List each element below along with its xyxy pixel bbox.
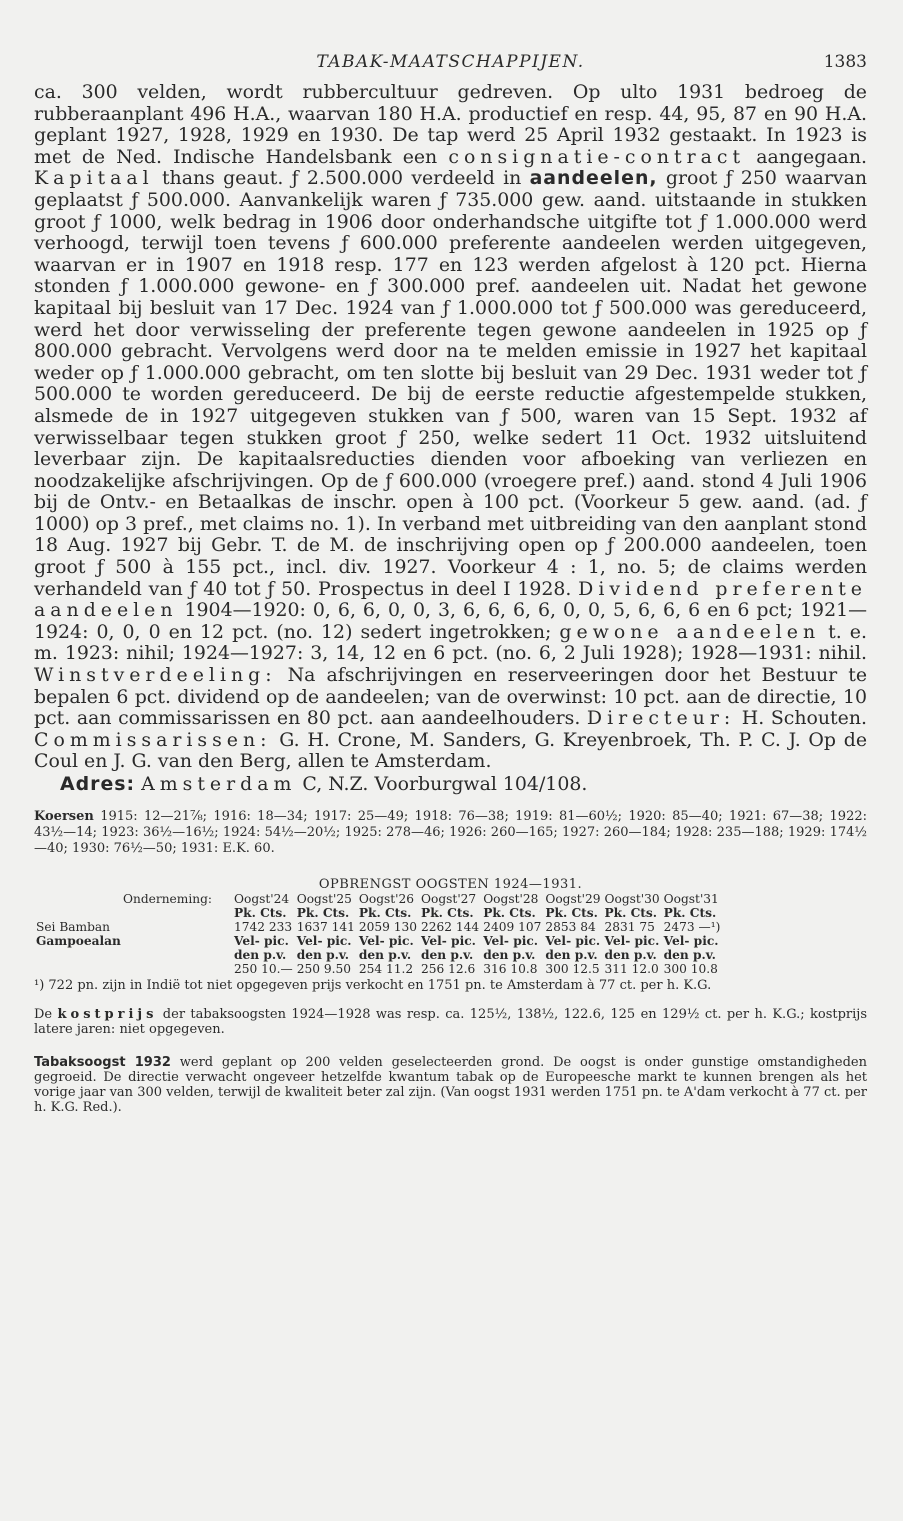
company-description xyxy=(34,82,867,773)
spaced-term-winstverdeeling: Winstverdeeling: xyxy=(34,664,277,687)
harvest-footnote: ¹) 722 pn. zijn in Indië tot niet opgegeven prijs verkocht en 1751 pn. te Amsterdam à 77 ct. per h. K.G. xyxy=(34,978,712,993)
table-cell: 300 10.8 xyxy=(663,962,718,976)
text-segment: aangegaan. xyxy=(745,145,867,168)
harvest-table-title: OPBRENGST OOGSTEN 1924—1931. xyxy=(318,877,583,892)
table-cell: Oogst'28 xyxy=(483,892,539,906)
table-cell: Oogst'30 xyxy=(604,892,660,906)
table-cell: 250 9.50 xyxy=(296,962,351,976)
table-cell: Vel- pic. xyxy=(663,934,719,948)
table-cell: Pk. Cts. xyxy=(421,906,474,920)
table-cell xyxy=(36,962,234,976)
table-row xyxy=(36,920,724,934)
table-cell: Vel- pic. xyxy=(545,934,601,948)
table-cell: Pk. Cts. xyxy=(296,906,350,920)
table-cell: Vel- pic. xyxy=(483,934,539,948)
table-cell: Oogst'25 xyxy=(296,892,352,906)
table-cell: den p.v. xyxy=(234,948,287,962)
table-row xyxy=(36,948,724,962)
table-cell: 316 10.8 xyxy=(483,962,538,976)
address-rest: C, N.Z. Voorburgwal 104/108. xyxy=(296,773,588,795)
text-segment: De xyxy=(34,1007,58,1022)
table-row xyxy=(36,892,724,906)
page-number: 1383 xyxy=(823,52,867,72)
table-cell: 256 12.6 xyxy=(421,962,476,976)
table-cell: 250 10.— xyxy=(234,962,293,976)
text-segment: 1904—1920: 0, 6, 6, 0, 0, 3, 6, 6, 6, 6, 0, 0, 5, 6, 6, 6 en 6 pct; 1921—1924: 0, 0, 0 en 12 pct. (no. 12) sedert ingetrokken; xyxy=(34,599,867,643)
spaced-term-gewone: gewone aandeelen xyxy=(559,620,821,643)
table-cell: Vel- pic. xyxy=(604,934,660,948)
address-place: Amsterdam xyxy=(141,773,297,795)
table-cell: 2262 144 xyxy=(421,920,480,934)
table-cell: 2853 84 xyxy=(545,920,596,934)
table-cell: 254 11.2 xyxy=(358,962,414,976)
kostprijs-label: kostprijs xyxy=(57,1007,158,1022)
table-cell: Pk. Cts. xyxy=(545,906,598,920)
table-cell xyxy=(36,906,234,920)
table-cell: Vel- pic. xyxy=(421,934,476,948)
koersen-text: 1915: 12—21⅞; 1916: 18—34; 1917: 25—49; 1918: 76—38; 1919: 81—60½; 1920: 85—40; 1921: 67—38; 1922: 43½—14; 1923: 36½—16½; 1924: 54½—20½; 1925: 278—46; 1926: 260—165; 1927: 260—184; 1928: 235—188; 1929: 174½—40; 1930: 76½—50; 1931: E.K. 60. xyxy=(34,809,867,856)
table-cell: Vel- pic. xyxy=(358,934,414,948)
table-cell: den p.v. xyxy=(545,948,598,962)
text-segment: H. Schouten. xyxy=(735,707,867,730)
table-cell: 1742 233 xyxy=(234,920,293,934)
table-cell: 2059 130 xyxy=(358,920,418,934)
tabaksoogst-paragraph xyxy=(34,1055,867,1115)
tabaksoogst-text: werd geplant op 200 velden geselecteerden grond. De oogst is onder gunstige omstandigheden gegroeid. De directie verwacht ongeveer hetzelfde kwantum tabak op de Europeesche markt te kunnen brengen als het vorige jaar van 300 velden, terwijl de kwaliteit beter zal zijn. (Van oogst 1931 werden 1751 pn. te A'dam verkocht à 77 ct. per h. K.G. Red.). xyxy=(34,1055,867,1115)
text-segment: Na afschrijvingen en reserveeringen door het Bestuur te bepalen 6 pct. dividend op de aandeelen; van de overwinst: 10 pct. aan de directie, 10 pct. aan commissarissen en 80 pct. aan aandeelhouders. xyxy=(34,664,867,730)
table-row xyxy=(36,962,724,976)
table-cell: Vel- pic. xyxy=(234,934,289,948)
table-cell: 1637 141 xyxy=(296,920,355,934)
table-cell: 311 12.0 xyxy=(604,962,659,976)
address-line xyxy=(60,773,867,795)
table-cell: Oogst'26 xyxy=(358,892,415,906)
table-cell: den p.v. xyxy=(421,948,474,962)
spaced-term-kapitaal: Kapitaal xyxy=(34,167,154,190)
table-cell: den p.v. xyxy=(296,948,349,962)
spaced-term-commissarissen: Commissarissen: xyxy=(34,728,272,751)
table-cell: den p.v. xyxy=(483,948,536,962)
text-segment: t. e. m. 1923: nihil; 1924—1927: 3, 14, 12 en 6 pct. (no. 6, 2 Juli 1928); 1928—1931: nihil. xyxy=(34,620,867,665)
table-cell: Oogst'31 xyxy=(663,892,719,906)
table-cell: Pk. Cts. xyxy=(358,906,412,920)
table-cell: Pk. Cts. xyxy=(234,906,287,920)
table-cell: Oogst'24 xyxy=(234,892,290,906)
table-cell: Pk. Cts. xyxy=(483,906,536,920)
table-row xyxy=(36,906,724,920)
table-cell: den p.v. xyxy=(604,948,657,962)
text-segment: ca. 300 velden, wordt rubbercultuur gedreven. Op ulto 1931 bedroeg de rubberaanplant 496 H.A., waarvan 180 H.A. productief en resp. 44, 95, 87 en 90 H.A. geplant 1927, 1928, 1929 en 1930. De tap werd 25 April 1932 gestaakt. In 1923 is met de Ned. Indische Handelsbank een xyxy=(34,81,867,168)
koersen-block xyxy=(34,809,867,857)
tabaksoogst-label: Tabaksoogst 1932 xyxy=(34,1055,171,1070)
table-cell: den p.v. xyxy=(663,948,716,962)
spaced-term-dividend: Dividend preferente aandeelen xyxy=(34,577,867,622)
text-segment: groot ƒ 250 waarvan geplaatst ƒ 500.000. Aanvankelijk waren ƒ 735.000 gew. aand. uitstaande in stukken groot ƒ 1000, welk bedrag in 1906 door onderhandsche uitgifte tot ƒ 1.000.000 werd verhoogd, terwijl toen tevens ƒ 600.000 preferente aandeelen werden uitgegeven, waarvan er in 1907 en 1918 resp. 177 en 123 werden afgelost à 120 pct. Hierna stonden ƒ 1.000.000 gewone- en ƒ 300.000 pref. aandeelen uit. Nadat het gewone kapitaal bij besluit van 17 Dec. 1924 van ƒ 1.000.000 tot ƒ 500.000 was gereduceerd, werd het door verwisseling der preferente tegen gewone aandeelen in 1925 op ƒ 800.000 gebracht. Vervolgens werd door na te melden emissie in 1927 het kapitaal weder op ƒ 1.000.000 gebracht, om ten slotte bij besluit van 29 Dec. 1931 weder tot ƒ 500.000 te worden gereduceerd. De bij de eerste reductie afgestempelde stukken, alsmede de in 1927 uitgegeven stukken van ƒ 500, waren van 15 Sept. 1932 af verwisselbaar tegen stukken groot ƒ 250, welke sedert 11 Oct. 1932 uitsluitend leverbaar zijn. De kapitaalsreducties dienden voor afboeking van verliezen en noodzakelijke afschrijvingen. Op de ƒ 600.000 (vroegere pref.) aand. stond 4 Juli 1906 bij de Ontv.- en Betaalkas de inschr. open à 100 pct. (Voorkeur 5 gew. aand. (ad. ƒ 1000) op 3 pref., met claims no. 1). In verband met uitbreiding van den aanplant stond 18 Aug. 1927 bij Gebr. T. de M. de inschrijving open op ƒ 200.000 aandeelen, toen groot ƒ 500 à 155 pct., incl. div. 1927. Voorkeur 4 : 1, no. 5; de claims werden verhandeld van ƒ 40 tot ƒ 50. Prospectus in deel I 1928. xyxy=(34,167,867,600)
table-cell: den p.v. xyxy=(358,948,412,962)
page-header xyxy=(34,52,867,82)
table-cell: Vel- pic. xyxy=(296,934,352,948)
table-cell: 2409 107 xyxy=(483,920,542,934)
table-cell: Oogst'29 xyxy=(545,892,601,906)
kostprijs-text: der tabaksoogsten 1924—1928 was resp. ca. 125½, 138½, 122.6, 125 en 129½ ct. per h. K.G.; kostprijs latere jaren: niet opgegeven. xyxy=(34,1007,868,1037)
spaced-term-directeur: Directeur: xyxy=(586,707,736,730)
row-label-sei-bamban: Sei Bamban xyxy=(36,920,111,934)
table-cell: Pk. Cts. xyxy=(604,906,658,920)
table-cell: Pk. Cts. xyxy=(663,906,717,920)
harvest-table xyxy=(36,892,724,976)
table-cell: 2473 —¹) xyxy=(663,920,721,934)
koersen-label: Koersen xyxy=(34,809,94,824)
spaced-term-consignatie: consignatie-contract xyxy=(448,145,746,168)
text-segment: G. H. Crone, M. Sanders, G. Kreyenbroek, Th. P. C. J. Op de Coul en J. G. van den Berg, allen te Amsterdam. xyxy=(34,728,867,773)
text-segment: thans geaut. ƒ 2.500.000 verdeeld in xyxy=(153,167,530,190)
running-title: TABAK-MAATSCHAPPIJEN. xyxy=(316,52,585,72)
table-cell: 300 12.5 xyxy=(545,962,600,976)
table-row xyxy=(36,934,724,948)
kostprijs-paragraph xyxy=(34,1007,867,1037)
table-header-label: Onderneming: xyxy=(123,892,212,906)
bold-term-aandeelen: aandeelen, xyxy=(529,167,658,190)
address-label: Adres: xyxy=(60,773,136,795)
table-cell: 2831 75 xyxy=(604,920,655,934)
row-label-gampoealan: Gampoealan xyxy=(36,934,121,948)
table-cell xyxy=(36,948,234,962)
table-cell: Oogst'27 xyxy=(421,892,477,906)
